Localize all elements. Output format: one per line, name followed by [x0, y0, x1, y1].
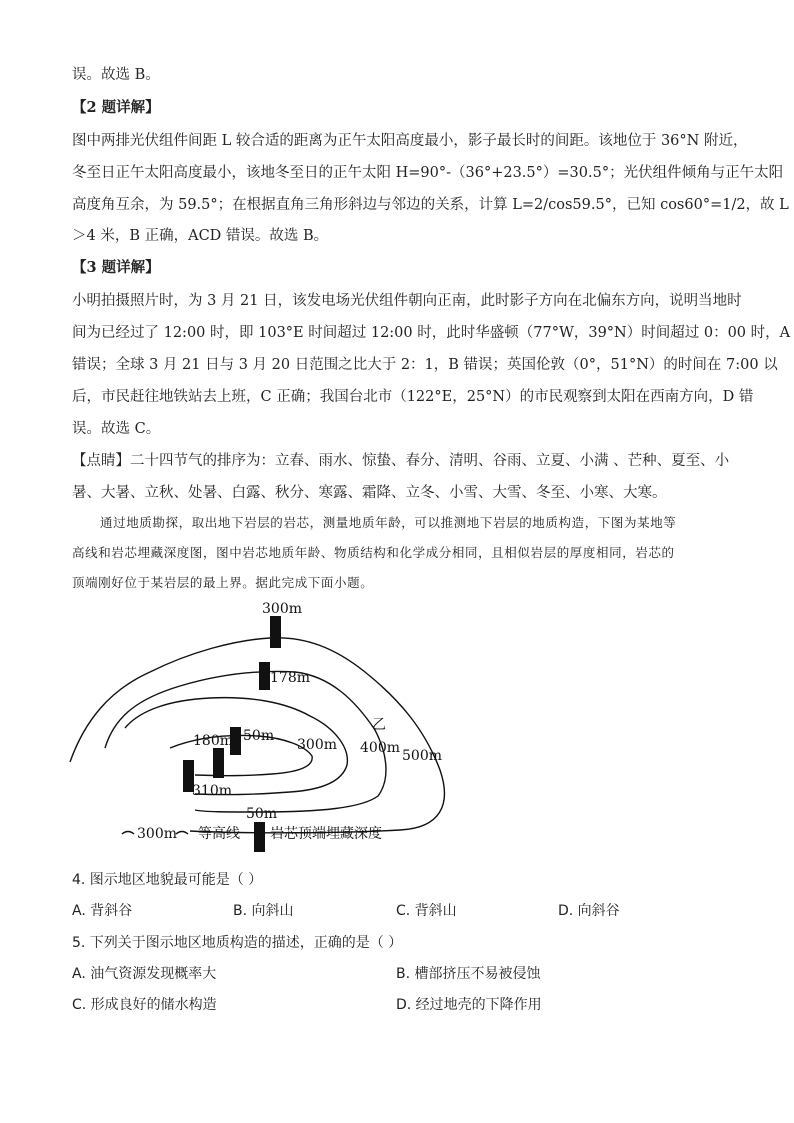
map-label: 50m: [243, 728, 275, 744]
core-bar: [213, 748, 224, 778]
map-legend: [122, 822, 382, 852]
core-bar: [270, 616, 281, 648]
answer-text-line: 后，市民赶往地铁站去上班，C 正确；我国台北市（122°E，25°N）的市民观察到太阳在西南方向，D 错: [72, 389, 754, 405]
tip-text-line: 暑、大暑、立秋、处暑、白露、秋分、寒露、霜降、立冬、小雪、大雪、冬至、小寒、大寒。: [72, 485, 667, 501]
answer-text-line: 图中两排光伏组件间距 L 较合适的距离为正午太阳高度最小，影子最长时的间距。该地位于 36°N 附近，: [72, 133, 748, 149]
q5-option-b[interactable]: B. 槽部挤压不易被侵蚀: [396, 966, 541, 982]
q4-option-b[interactable]: B. 向斜山: [233, 903, 294, 919]
map-label: 50m: [246, 806, 278, 822]
core-bar: [259, 662, 270, 690]
q3-header: 【3 题详解】: [72, 259, 160, 276]
map-label: 178m: [270, 670, 310, 686]
map-label: 400m: [360, 740, 400, 756]
legend-core-icon: [254, 822, 265, 852]
map-label: 180m: [193, 733, 233, 749]
map-label: 500m: [402, 748, 442, 764]
map-label: 300m: [262, 601, 302, 617]
intro-line: 顶端刚好位于某岩层的最上界。据此完成下面小题。: [72, 575, 374, 590]
answer-text-line: ＞4 米，B 正确，ACD 错误。故选 B。: [72, 228, 329, 244]
q5-option-d[interactable]: D. 经过地壳的下降作用: [396, 997, 542, 1013]
legend-contour-label: 等高线: [198, 826, 240, 842]
legend-contour-value: 300m: [137, 826, 177, 842]
answer-text-line: 高度角互余，为 59.5°；在根据直角三角形斜边与邻边的关系，计算 L=2/cos59.5°，已知 cos60°=1/2，故 L: [72, 197, 789, 213]
map-label: 310m: [192, 783, 232, 799]
q4-option-d[interactable]: D. 向斜谷: [558, 903, 620, 919]
tip-text-line: 【点睛】二十四节气的排序为：立春、雨水、惊蛰、春分、清明、谷雨、立夏、小满 、芒种、夏至、小: [72, 453, 730, 469]
answer-text-line: 错误；全球 3 月 21 日与 3 月 20 日范围之比大于 2：1，B 错误；英国伦敦（0°，51°N）的时间在 7:00 以: [72, 357, 778, 373]
map-label: 乙: [372, 717, 386, 733]
answer-text-line: 间为已经过了 12:00 时，即 103°E 时间超过 12:00 时，此时华盛顿（77°W，39°N）时间超过 0：00 时，A: [72, 325, 791, 341]
q4-option-c[interactable]: C. 背斜山: [396, 903, 457, 919]
legend-core-label: 岩芯顶端埋藏深度: [270, 826, 382, 842]
q5-stem: 5. 下列关于图示地区地质构造的描述，正确的是（ ）: [72, 935, 403, 951]
intro-line: 通过地质勘探，取出地下岩层的岩芯，测量地质年龄，可以推测地下岩层的地质构造，下图为某地等: [100, 515, 677, 530]
map-label: 300m: [297, 737, 337, 753]
q2-header: 【2 题详解】: [72, 99, 160, 116]
q4-stem: 4. 图示地区地貌最可能是（ ）: [72, 872, 263, 888]
intro-line: 高线和岩芯埋藏深度图，图中岩芯地质年龄、物质结构和化学成分相同，且相似岩层的厚度相同，岩芯的: [72, 545, 675, 560]
answer-text-line: 小明拍摄照片时，为 3 月 21 日，该发电场光伏组件朝向正南，此时影子方向在北偏东方向，说明当地时: [72, 293, 742, 309]
answer-text-line: 误。故选 B。: [72, 67, 160, 83]
answer-text-line: 冬至日正午太阳高度最小，该地冬至日的正午太阳 H=90°-（36°+23.5°）=30.5°；光伏组件倾角与正午太阳: [72, 165, 784, 181]
contour-map: [0, 590, 794, 860]
answer-text-line: 误。故选 C。: [72, 421, 161, 437]
q5-option-a[interactable]: A. 油气资源发现概率大: [72, 966, 217, 982]
q5-option-c[interactable]: C. 形成良好的储水构造: [72, 997, 217, 1013]
q4-option-a[interactable]: A. 背斜谷: [72, 903, 133, 919]
